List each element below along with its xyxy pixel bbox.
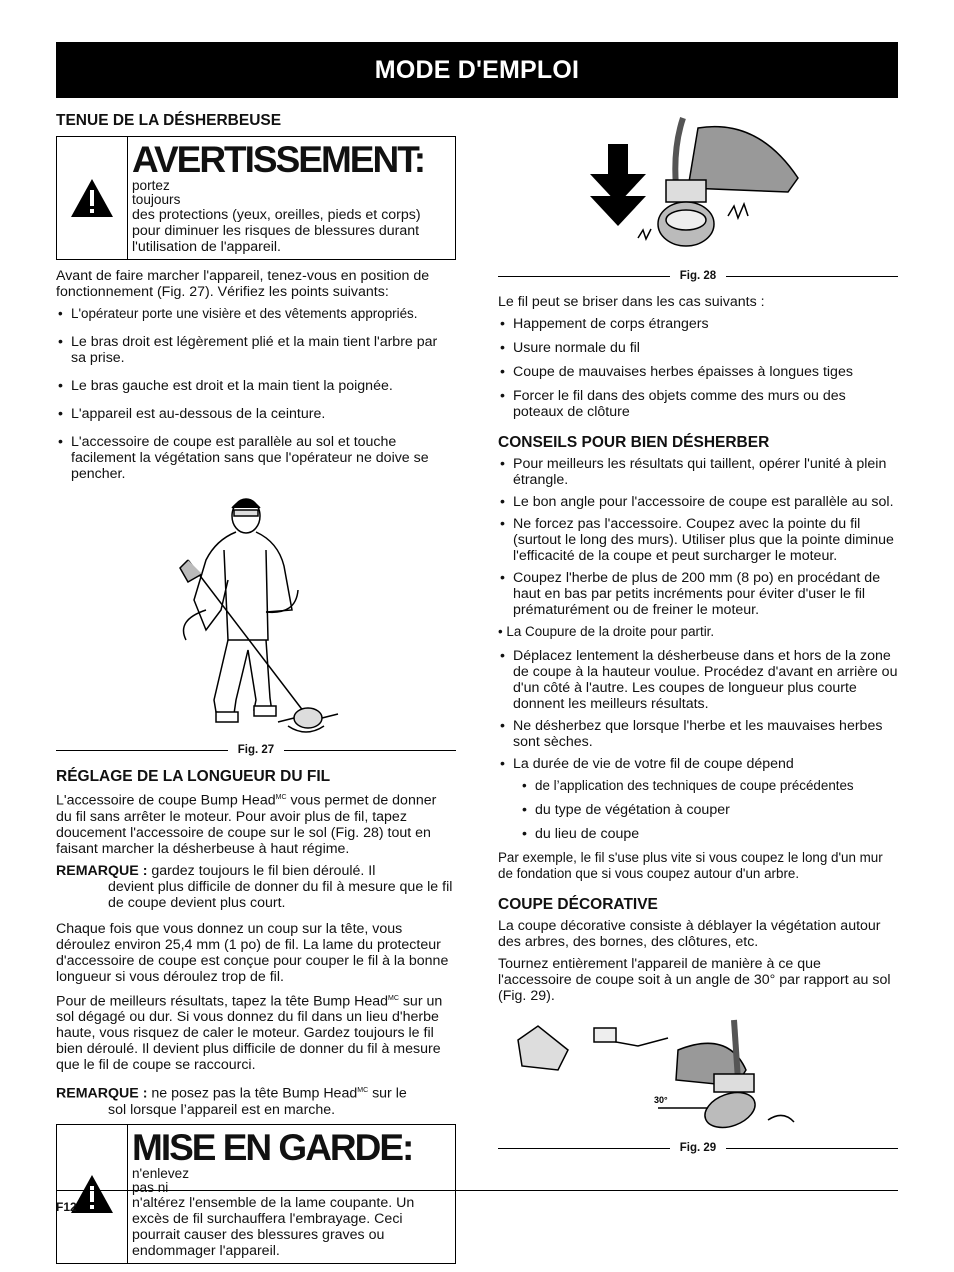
text-span: sur le	[368, 1086, 407, 1103]
trademark: MC	[388, 994, 399, 1002]
list-item: • L'accessoire de coupe est parallèle au sol et touche facilement la végétation sans que l'opérateur ne doive se pencher.	[56, 434, 456, 482]
left-column	[56, 112, 456, 1272]
section-title-reglage: RÉGLAGE DE LA LONGUEUR DU FIL	[56, 768, 331, 785]
decorative-cut-illustration	[498, 1010, 898, 1140]
caution-label: MISE EN GARDE:	[132, 1127, 413, 1169]
list-item: • L'opérateur porte une visière et des vêtements appropriés.	[56, 306, 456, 322]
text-span: gardez toujours le fil bien déroulé. Il	[147, 862, 376, 879]
figure-28-bump	[498, 108, 898, 268]
decorative-paragraph-2: Tournez entièrement l'appareil de manière à ce que l'accessoire de coupe soit à un angle de 30° par rapport au sol (Fig. 29).	[498, 956, 891, 1004]
figure-caption	[56, 742, 456, 758]
warning-text: des protections (yeux, oreilles, pieds et corps) pour diminuer les risques de blessures durant l'utilisation de l'appareil.	[132, 207, 421, 255]
remark-2	[56, 1083, 456, 1118]
warning-icon	[57, 137, 128, 259]
list-item: • Déplacez lentement la désherbeuse dans et hors de la zone de coupe à la hauteur voulue. Procédez d'avant en arrière ou d'un côté à l'autre. Les coupes de longueur plus courte donnent les meilleurs résultats.	[498, 648, 898, 712]
text-span: L'accessoire de coupe Bump Head	[56, 792, 276, 809]
caution-lead: n'enlevez pas ni	[132, 1166, 190, 1196]
intro-text: Avant de faire marcher l'appareil, tenez-vous en position de fonctionnement (Fig. 27). Vérifiez les points suivants:	[56, 268, 430, 300]
page-header	[56, 42, 898, 98]
decorative-paragraph-1: La coupe décorative consiste à déblayer la végétation autour des arbres, des bornes, des clôtures, etc.	[498, 918, 881, 950]
figure-29-decorative	[498, 1010, 898, 1140]
text-span: devient plus difficile de donner du fil à mesure que le fil de coupe devient plus court.	[108, 878, 453, 911]
fig29-label: Fig. 29	[679, 1142, 717, 1154]
text-span: sol lorsque l’appareil est en marche.	[108, 1102, 336, 1119]
section-title-conseils: CONSEILS POUR BIEN DÉSHERBER	[498, 434, 770, 451]
breakage-list	[498, 316, 898, 420]
bump-head-illustration	[498, 108, 898, 268]
text-span: La Coupure de la droite pour partir.	[506, 624, 715, 639]
fig28-label: Fig. 28	[679, 270, 717, 282]
tip-right-cut: • La Coupure de la droite pour partir.	[498, 624, 715, 639]
fig27-label: Fig. 27	[237, 744, 275, 756]
example-paragraph: Par exemple, le fil s'use plus vite si vous coupez le long d'un mur de fondation que si vous coupez autour d'un arbre.	[498, 850, 883, 881]
remark-1	[56, 863, 456, 911]
list-item: • du lieu de coupe	[520, 826, 898, 842]
list-item: • Le bras droit est légèrement plié et la main tient l'arbre par sa prise.	[56, 334, 456, 366]
list-item: • du type de végétation à couper	[520, 802, 898, 818]
section-title-decorative: COUPE DÉCORATIVE	[498, 896, 658, 913]
list-item: • La durée de vie de votre fil de coupe dépend	[498, 756, 898, 772]
tips-list	[498, 456, 898, 618]
breakage-intro: Le fil peut se briser dans les cas suivants :	[498, 294, 765, 310]
figure-caption	[498, 1140, 898, 1156]
lifespan-sublist	[520, 778, 898, 842]
list-item: • Forcer le fil dans des objets comme des murs ou des poteaux de clôture	[498, 388, 898, 420]
list-item: • Ne désherbez que lorsque l'herbe et les mauvaises herbes sont sèches.	[498, 718, 898, 750]
text-span: ne posez pas la tête Bump Head	[147, 1086, 358, 1103]
figure-27-operator	[56, 490, 456, 742]
position-checklist	[56, 306, 456, 482]
footer-rule	[56, 1190, 898, 1191]
operator-illustration	[56, 490, 456, 742]
angle-label: 30°	[654, 1095, 668, 1105]
list-item: • de l’application des techniques de coupe précédentes	[520, 778, 898, 794]
list-item: • Coupe de mauvaises herbes épaisses à longues tiges	[498, 364, 898, 380]
list-item: • Le bras gauche est droit et la main tient la poignée.	[56, 378, 456, 394]
remark-label: REMARQUE :	[56, 862, 148, 879]
list-item: • Pour meilleurs les résultats qui taillent, opérer l'unité à plein étrangle.	[498, 456, 898, 488]
caution-text: n'altérez l'ensemble de la lame coupante. Un excès de fil surchauffera l'embrayage. Ceci pourrait causer des blessures graves ou endommager l'appareil.	[132, 1195, 415, 1260]
bump-head-paragraph	[56, 790, 456, 857]
warning-lead: portez toujours	[132, 178, 181, 207]
text-span: sur un sol dégagé ou dur. Si vous donnez du fil dans un lieu d'herbe haute, vous risquez de caler le moteur. Gardez toujours le fil bien déroulé. Il devient plus difficile de donner du fil à mesure que le fil de coupe se raccourci.	[56, 993, 443, 1074]
list-item: • Usure normale du fil	[498, 340, 898, 356]
line-paragraph: Chaque fois que vous donnez un coup sur la tête, vous déroulez environ 25,4 mm (1 po) de fil. La lame du protecteur d'accessoire de coupe est conçue pour couper le fil à la bonne longueur si vous déroulez trop de fil.	[56, 920, 449, 985]
trademark: MC	[357, 1087, 369, 1095]
list-item: • Ne forcez pas l'accessoire. Coupez avec la pointe du fil (surtout le long des murs). Utiliser plus que la pointe diminue l'efficacité de la coupe et peut surcharger le moteur.	[498, 516, 898, 564]
remark-label: REMARQUE :	[56, 1086, 148, 1103]
section-title-tenue: TENUE DE LA DÉSHERBEUSE	[56, 112, 282, 129]
trademark: MC	[275, 794, 287, 801]
page-title: MODE D'EMPLOI	[374, 55, 580, 84]
list-item: • L'appareil est au-dessous de la ceinture.	[56, 406, 456, 422]
tips-list-2	[498, 648, 898, 772]
warning-box-mise-en-garde	[56, 1124, 456, 1264]
list-item: • Happement de corps étrangers	[498, 316, 898, 332]
text-span: vous permet de donner du fil sans arrêter le moteur. Pour avoir plus de fil, tapez doucement l'accessoire de coupe sur le sol (Fig. 28) tout en faisant marcher la désherbeuse à haut régime.	[56, 792, 437, 857]
list-item: • Le bon angle pour l'accessoire de coupe est parallèle au sol.	[498, 494, 898, 510]
text-span: Pour de meilleurs résultats, tapez la tête Bump Head	[56, 993, 388, 1010]
list-item: • Coupez l'herbe de plus de 200 mm (8 po) en procédant de haut en bas par petits incréments pour éviter d'user le fil prématurément ou de freiner le moteur.	[498, 570, 898, 618]
page-number: F12	[56, 1200, 77, 1214]
best-results-paragraph	[56, 991, 456, 1074]
right-column	[498, 108, 898, 1166]
figure-caption	[498, 268, 898, 284]
warning-label: AVERTISSEMENT:	[132, 139, 425, 180]
warning-box-avertissement	[56, 136, 456, 260]
caution-icon	[57, 1125, 128, 1263]
